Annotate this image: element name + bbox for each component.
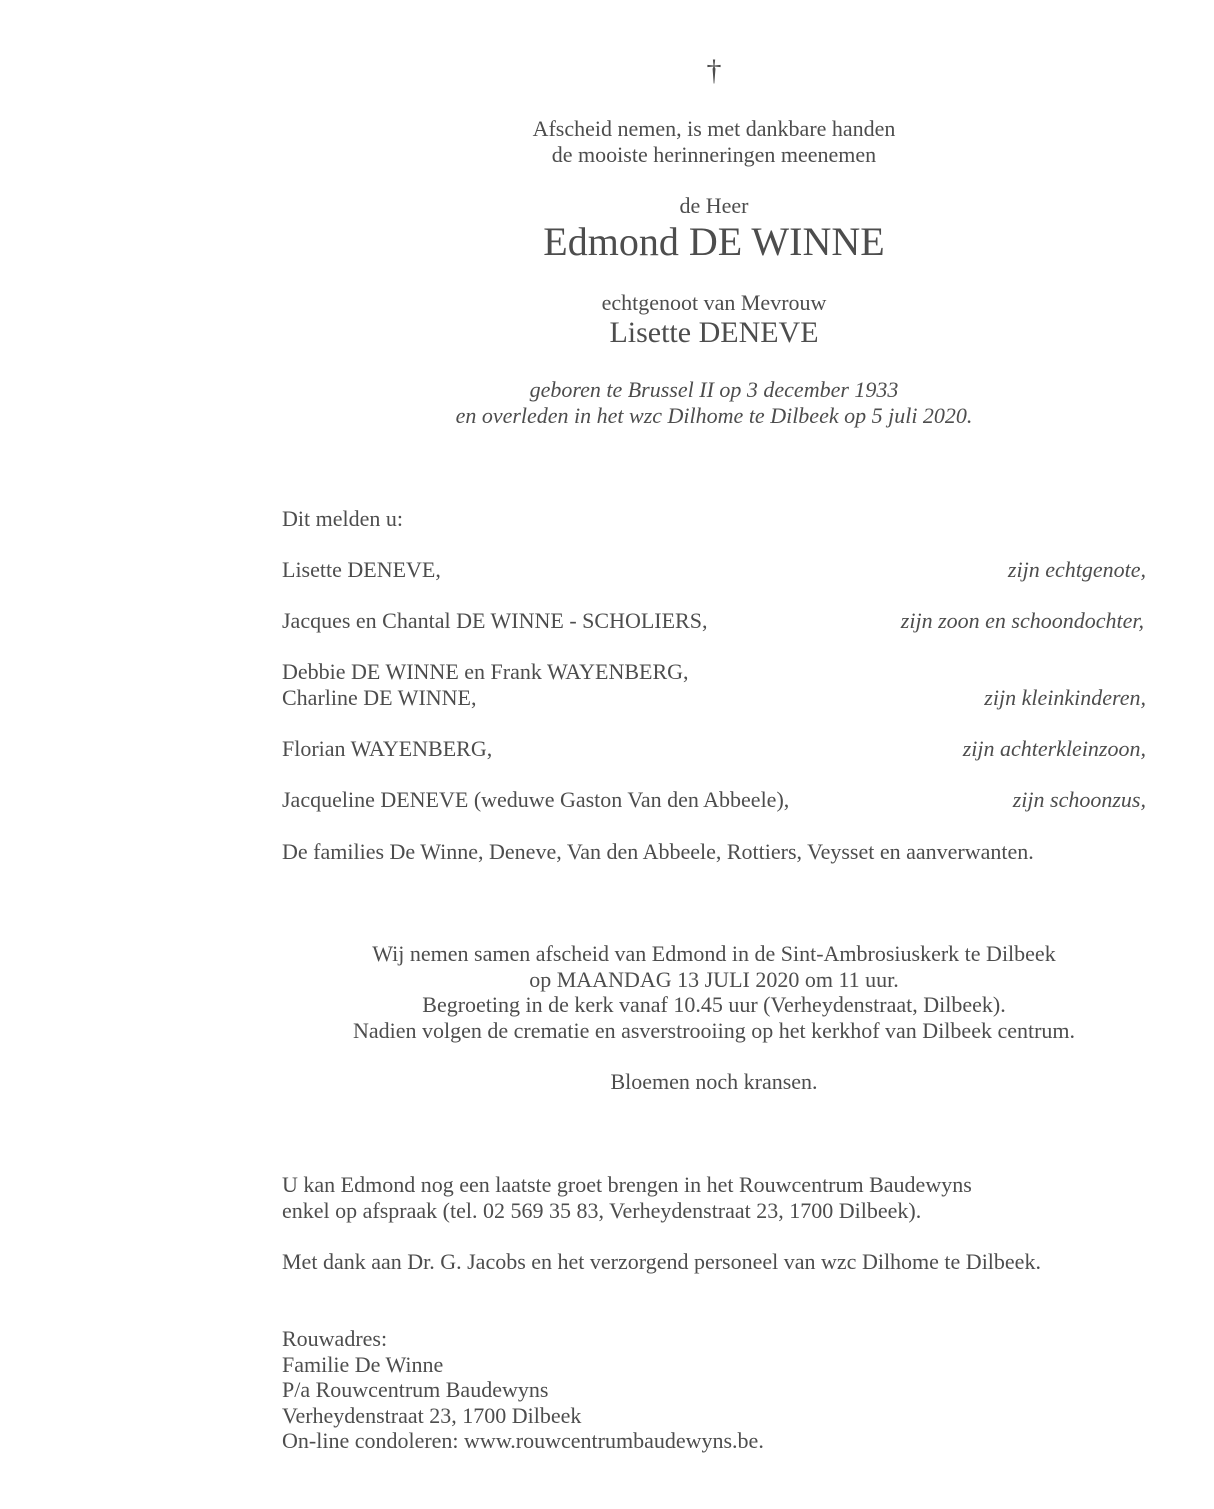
address-line: P/a Rouwcentrum Baudewyns <box>282 1377 549 1403</box>
deceased-prefix: de Heer <box>679 193 749 218</box>
deceased-name: Edmond DE WINNE <box>543 219 885 264</box>
family-name: Lisette DENEVE, <box>282 557 441 582</box>
family-relation: zijn zoon en schoondochter, <box>900 608 1144 633</box>
thanks-line: Met dank aan Dr. G. Jacobs en het verzorgend personeel van wzc Dilhome te Dilbeek. <box>282 1249 1041 1274</box>
family-relation: zijn schoonzus, <box>1012 787 1146 812</box>
condolence-link[interactable]: On-line condoleren: www.rouwcentrumbaudewyns.be. <box>282 1428 764 1454</box>
ceremony-line: Nadien volgen de crematie en asverstrooiing op het kerkhof van Dilbeek centrum. <box>352 1017 1076 1043</box>
cross-icon: † <box>706 54 722 87</box>
family-relation: zijn achterkleinzoon, <box>962 736 1146 761</box>
visit-block <box>282 1172 972 1223</box>
ceremony-line: Begroeting in de kerk vanaf 10.45 uur (Verheydenstraat, Dilbeek). <box>422 992 1006 1018</box>
visit-line: enkel op afspraak (tel. 02 569 35 83, Verheydenstraat 23, 1700 Dilbeek). <box>282 1197 922 1223</box>
family-name: Debbie DE WINNE en Frank WAYENBERG, <box>282 659 689 684</box>
family-name: Jacqueline DENEVE (weduwe Gaston Van den Abbeele), <box>282 787 790 812</box>
family-name: Florian WAYENBERG, <box>282 736 493 761</box>
birth-death-dates <box>214 377 1214 429</box>
family-relation: zijn kleinkinderen, <box>984 685 1146 710</box>
family-name: Jacques en Chantal DE WINNE - SCHOLIERS, <box>282 608 708 633</box>
motto <box>214 116 1214 168</box>
motto-line: de mooiste herinneringen meenemen <box>551 142 877 167</box>
family-name: Charline DE WINNE, <box>282 685 477 710</box>
spouse-name: Lisette DENEVE <box>609 316 819 349</box>
spouse-prefix: echtgenoot van Mevrouw <box>601 290 827 315</box>
address-line: Familie De Winne <box>282 1351 444 1377</box>
birth-line: geboren te Brussel II op 3 december 1933 <box>529 377 899 402</box>
families-line: De families De Winne, Deneve, Van den Abbeele, Rottiers, Veysset en aanverwanten. <box>282 839 1034 864</box>
ceremony-line: op MAANDAG 13 JULI 2020 om 11 uur. <box>529 966 899 992</box>
address-heading: Rouwadres: <box>282 1326 388 1351</box>
ceremony-line: Wij nemen samen afscheid van Edmond in de Sint-Ambrosiuskerk te Dilbeek <box>372 941 1056 966</box>
family-relation: zijn echtgenote, <box>1007 557 1146 582</box>
ceremony-block <box>214 941 1214 1043</box>
announce-intro: Dit melden u: <box>282 506 403 531</box>
death-line: en overleden in het wzc Dilhome te Dilbeek op 5 juli 2020. <box>455 403 973 428</box>
flowers-note: Bloemen noch kransen. <box>610 1069 818 1094</box>
address-line: Verheydenstraat 23, 1700 Dilbeek <box>282 1402 582 1428</box>
motto-line: Afscheid nemen, is met dankbare handen <box>532 116 896 141</box>
address-block <box>282 1326 764 1454</box>
visit-line: U kan Edmond nog een laatste groet brengen in het Rouwcentrum Baudewyns <box>282 1172 972 1197</box>
